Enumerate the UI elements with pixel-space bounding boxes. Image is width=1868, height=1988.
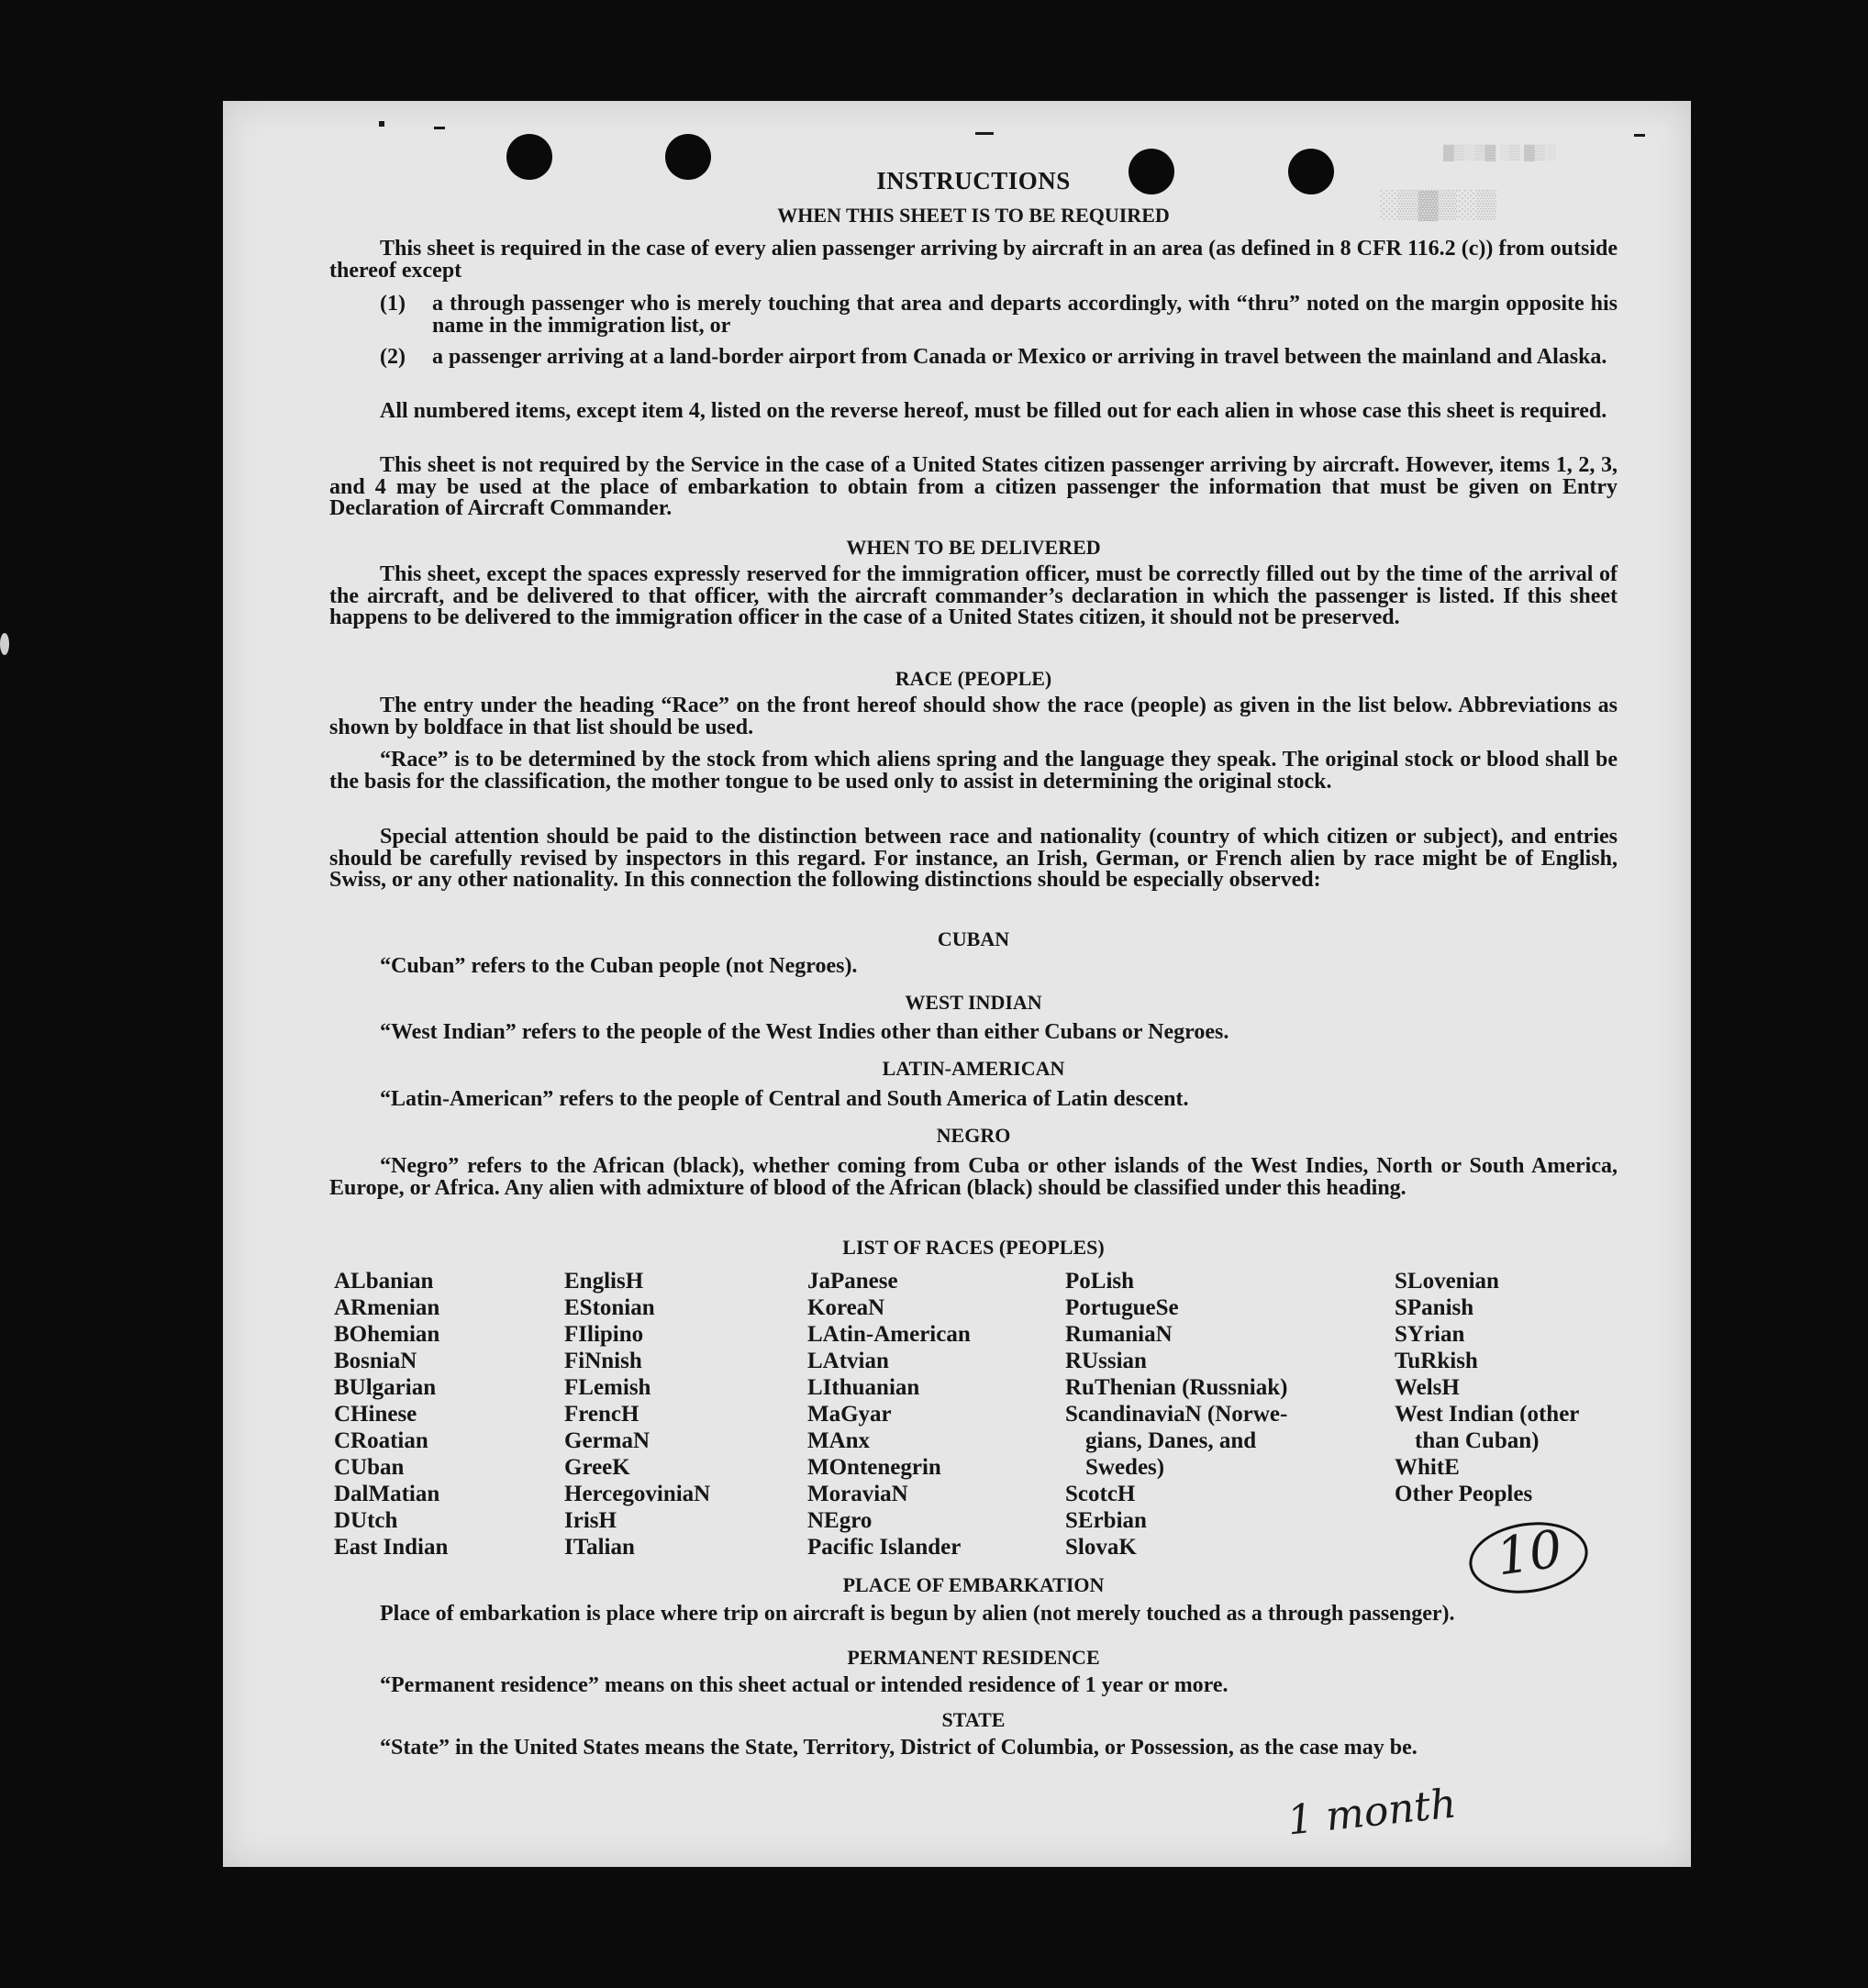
race-item: SPanish bbox=[1395, 1295, 1474, 1320]
paragraph: The entry under the heading “Race” on the front hereof should show the race (people) as given in the list below. Abbreviations as shown by boldface in that list should be used. bbox=[329, 694, 1618, 739]
list-item-text: a passenger arriving at a land-border airport from Canada or Mexico or arriving in travel between the mainland and Alaska. bbox=[432, 345, 1607, 369]
list-item bbox=[380, 292, 1618, 338]
race-item: ScandinaviaN (Norwe- bbox=[1065, 1402, 1288, 1427]
race-item: RumaniaN bbox=[1065, 1322, 1173, 1347]
race-item: LIthuanian bbox=[807, 1375, 920, 1400]
race-item: MaGyar bbox=[807, 1402, 892, 1427]
list-item-text: a through passenger who is merely touching that area and departs accordingly, with “thru” noted on the margin opposite his name in the immigration list, or bbox=[432, 292, 1618, 338]
page-title: INSTRUCTIONS bbox=[876, 167, 1071, 194]
race-item: IrisH bbox=[564, 1508, 617, 1533]
race-item: SErbian bbox=[1065, 1508, 1147, 1533]
section-heading: WHEN TO BE DELIVERED bbox=[846, 536, 1101, 559]
race-item: RuThenian (Russniak) bbox=[1065, 1375, 1288, 1400]
race-item: EnglisH bbox=[564, 1269, 644, 1294]
section-heading: PLACE OF EMBARKATION bbox=[842, 1573, 1105, 1596]
race-item: LAtvian bbox=[807, 1349, 889, 1373]
section-heading: STATE bbox=[941, 1708, 1006, 1731]
section-heading: LIST OF RACES (PEOPLES) bbox=[842, 1236, 1105, 1259]
paragraph: “Cuban” refers to the Cuban people (not Negroes). bbox=[380, 954, 858, 978]
margin-mark bbox=[0, 633, 9, 655]
paragraph: “State” in the United States means the State, Territory, District of Columbia, or Possession, as the case may be. bbox=[380, 1736, 1418, 1760]
subsection-heading: NEGRO bbox=[936, 1124, 1011, 1147]
section-heading: RACE (PEOPLE) bbox=[895, 667, 1052, 690]
paragraph: Special attention should be paid to the distinction between race and nationality (country of which citizen or subject), and entries should be carefully revised by inspectors in this regard. For instance, an Irish, German, or French alien by race might be of English, Swiss, or any other nationality. In this connection the following distinctions should be especially observed: bbox=[329, 825, 1618, 892]
race-item: TuRkish bbox=[1395, 1349, 1478, 1373]
race-item: than Cuban) bbox=[1415, 1428, 1540, 1453]
ink-speck bbox=[1634, 134, 1645, 137]
race-item: DUtch bbox=[334, 1508, 398, 1533]
race-item: ALbanian bbox=[334, 1269, 434, 1294]
subsection-heading: CUBAN bbox=[937, 927, 1010, 950]
races-column-5 bbox=[1395, 1268, 1579, 1507]
ink-speck bbox=[434, 127, 445, 129]
race-item: WhitE bbox=[1395, 1455, 1460, 1480]
section-heading: WHEN THIS SHEET IS TO BE REQUIRED bbox=[777, 204, 1170, 227]
paragraph: “Latin-American” refers to the people of Central and South America of Latin descent. bbox=[380, 1087, 1189, 1111]
races-column-2 bbox=[564, 1268, 710, 1560]
paragraph: This sheet, except the spaces expressly reserved for the immigration officer, must be correctly filled out by the time of the arrival of the aircraft, and be delivered to that officer, with the aircraft commander’s declaration in which the passenger is listed. If this sheet happens to be delivered to the immigration officer in the case of a United States citizen, it should not be preserved. bbox=[329, 562, 1618, 629]
race-item: ScotcH bbox=[1065, 1482, 1136, 1506]
race-item: FrencH bbox=[564, 1402, 639, 1427]
race-item: Swedes) bbox=[1085, 1455, 1165, 1480]
race-item: SYrian bbox=[1395, 1322, 1465, 1347]
subsection-heading: WEST INDIAN bbox=[905, 991, 1042, 1014]
race-item: BosniaN bbox=[334, 1349, 417, 1373]
document-page bbox=[223, 101, 1691, 1867]
ink-speck bbox=[975, 132, 994, 135]
paragraph: Place of embarkation is place where trip on aircraft is begun by alien (not merely touched as a through passenger). bbox=[380, 1602, 1455, 1626]
race-item: HercegoviniaN bbox=[564, 1482, 711, 1506]
race-item: CRoatian bbox=[334, 1428, 428, 1453]
race-item: West Indian (other bbox=[1395, 1402, 1580, 1427]
paragraph: This sheet is not required by the Service in the case of a United States citizen passenger arriving by aircraft. However, items 1, 2, 3, and 4 may be used at the place of embarkation to obtain from a citizen passenger the information that must be given on Entry Declaration of Aircraft Commander. bbox=[329, 453, 1618, 520]
races-column-4 bbox=[1065, 1268, 1287, 1560]
section-heading: PERMANENT RESIDENCE bbox=[847, 1646, 1100, 1669]
race-item: FIlipino bbox=[564, 1322, 644, 1347]
race-item: WelsH bbox=[1395, 1375, 1460, 1400]
race-item: ITalian bbox=[564, 1535, 635, 1560]
race-item: JaPanese bbox=[807, 1269, 898, 1294]
handwritten-note: 1 month bbox=[1284, 1780, 1459, 1845]
race-item: SLovenian bbox=[1395, 1269, 1499, 1294]
list-item-number: (1) bbox=[380, 292, 406, 316]
race-item: CUban bbox=[334, 1455, 405, 1480]
race-item: CHinese bbox=[334, 1402, 417, 1427]
race-item: East Indian bbox=[334, 1535, 449, 1560]
race-item: EStonian bbox=[564, 1295, 655, 1320]
paragraph: This sheet is required in the case of every alien passenger arriving by aircraft in an area (as defined in 8 CFR 116.2 (c)) from outside thereof except bbox=[329, 237, 1618, 283]
race-item: MAnx bbox=[807, 1428, 871, 1453]
list-item bbox=[380, 345, 1618, 369]
bleedthrough-text: ░▒▓▒░▒ bbox=[1379, 189, 1497, 219]
race-item: BUlgarian bbox=[334, 1375, 437, 1400]
race-item: KoreaN bbox=[807, 1295, 885, 1320]
race-item: MOntenegrin bbox=[807, 1455, 941, 1480]
race-item: RUssian bbox=[1065, 1349, 1147, 1373]
race-item: GermaN bbox=[564, 1428, 650, 1453]
race-item: MoraviaN bbox=[807, 1482, 908, 1506]
paragraph: “Race” is to be determined by the stock from which aliens spring and the language they speak. The original stock or blood shall be the basis for the classification, the mother tongue to be used only to assist in determining the original stock. bbox=[329, 748, 1618, 794]
circled-number: 10 bbox=[1493, 1519, 1566, 1588]
paragraph: “Negro” refers to the African (black), whether coming from Cuba or other islands of the West Indies, North or South America, Europe, or Africa. Any alien with admixture of blood of the African (black) should be classified under this heading. bbox=[329, 1154, 1618, 1200]
list-item-number: (2) bbox=[380, 345, 406, 369]
races-column-3 bbox=[807, 1268, 971, 1560]
race-item: PortugueSe bbox=[1065, 1295, 1179, 1320]
paragraph: “West Indian” refers to the people of the West Indies other than either Cubans or Negroes. bbox=[380, 1020, 1229, 1044]
races-column-1 bbox=[334, 1268, 448, 1560]
race-item: Pacific Islander bbox=[807, 1535, 962, 1560]
subsection-heading: LATIN-AMERICAN bbox=[882, 1057, 1065, 1080]
race-item: LAtin-American bbox=[807, 1322, 971, 1347]
race-item: PoLish bbox=[1065, 1269, 1135, 1294]
paragraph: “Permanent residence” means on this sheet actual or intended residence of 1 year or more. bbox=[380, 1673, 1229, 1697]
race-item: FLemish bbox=[564, 1375, 651, 1400]
race-item: FiNnish bbox=[564, 1349, 642, 1373]
paragraph: All numbered items, except item 4, listed on the reverse hereof, must be filled out for each alien in whose case this sheet is required. bbox=[380, 399, 1607, 423]
race-item: gians, Danes, and bbox=[1085, 1428, 1257, 1453]
race-item: ARmenian bbox=[334, 1295, 440, 1320]
race-item: GreeK bbox=[564, 1455, 630, 1480]
race-item: BOhemian bbox=[334, 1322, 440, 1347]
bleedthrough-text: ▓▒░▒▓ ░▒ ▓▒░ bbox=[1443, 145, 1556, 161]
ink-speck bbox=[379, 121, 384, 127]
race-item: NEgro bbox=[807, 1508, 873, 1533]
race-item: Other Peoples bbox=[1395, 1482, 1533, 1506]
race-item: SlovaK bbox=[1065, 1535, 1137, 1560]
race-item: DalMatian bbox=[334, 1482, 440, 1506]
